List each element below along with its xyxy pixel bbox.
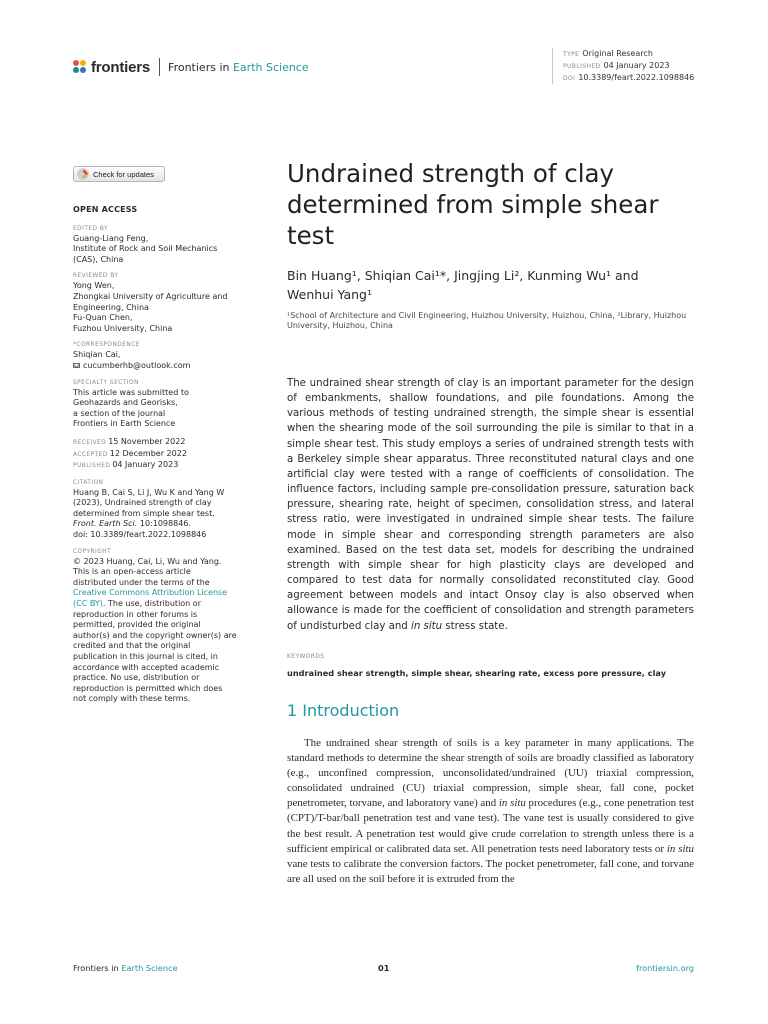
article-meta [552, 48, 694, 84]
article-sidebar [73, 205, 239, 705]
footer-journal[interactable]: Frontiers in Earth Science [73, 963, 178, 973]
reviewer-info: Yong Wen, Zhongkai University of Agriculture and Engineering, China Fu-Quan Chen, Fuzhou University, China [73, 281, 228, 333]
journal-name[interactable]: Frontiers in Earth Science [168, 60, 309, 74]
doi: DOI 10.3389/feart.2022.1098846 [563, 73, 695, 82]
copyright-label: COPYRIGHT [73, 548, 112, 555]
publisher-header [73, 58, 309, 76]
publish-date: PUBLISHED 04 January 2023 [563, 61, 670, 70]
edited-by-label: EDITED BY [73, 225, 109, 232]
check-for-updates-button[interactable]: Check for updates [73, 166, 165, 182]
brand-name[interactable]: frontiers [91, 58, 151, 76]
specialty-label: SPECIALTY SECTION [73, 379, 139, 386]
correspondence-label: *CORRESPONDENCE [73, 342, 140, 349]
author-list: Bin Huang¹, Shiqian Cai¹*, Jingjing Li², Kunming Wu¹ and Wenhui Yang¹ [287, 268, 639, 302]
page-number: 01 [378, 963, 390, 973]
citation-label: CITATION [73, 479, 104, 486]
correspondence-info: Shiqian Cai, cucumberhb@outlook.com [73, 350, 191, 370]
affiliations: ¹School of Architecture and Civil Engineering, Huizhou University, Huizhou, China, ²Library, Huizhou University, Huizhou, China [287, 311, 687, 331]
abstract: The undrained shear strength of clay is an important parameter for the design of embankments, shallow foundations, and pile foundations. Among the various methods of testing undrained strength, the simple shear is essential when the shearing mode of the soil surrounding the pile is similar to that in a simple shear test. This study employs a series of undrained strength tests with a Berkeley simple shear apparatus. Three reconstituted natural clays and one artificial clay were tested with a range of coefficients of consolidation. The influence factors, including sample pre-consolidation pressure, saturation back pressure, shearing rate, height of specimen, consolidation stress, and lateral stress ratio, were investigated in undrained simple shear tests. The failure mode in simple shear and corresponding strength parameters are also examined. Based on the test data set, models for describing the undrained strength with simple shear for high plasticity clays are developed and compared to test data for normally consolidated reconstituted clay. Good agreement between models and intact Onsoy clay is also observed when allowance is made for the coefficient of consolidation and strength parameters of undisturbed clay and in situ stress state. [287, 378, 694, 632]
intro-paragraph: The undrained shear strength of soils is a key parameter in many applications. The standard methods to determine the shear strength of soils are broadly classified as laboratory (e.g., unconfined compression, unconsolidated/undrained (UU) triaxial compression, consolidated undrained (CU) triaxial compression, simple shear, fall cone, pocket penetrometer, torvane, and laboratory vane) and in situ procedures (e.g., cone penetration test (CPT)/T-bar/ball penetration test and vane test). The vane test is usually considered to give the best result. A penetration test would give crude correlation to strength unless there is a sufficient empirical or calibrated data set. All penetration tests need laboratory tests or in situ vane tests to calibrate the conversion factors. The pocket penetrometer, fall cone, and torvane are all used on the soil before it is extruded from the [287, 737, 694, 885]
frontiers-logo-icon [73, 60, 88, 75]
copyright-info: © 2023 Huang, Cai, Li, Wu and Yang. This is an open-access article distributed under the terms of the Creative Commons Attribution License (CC BY). The use, distribution or reproduction in other forums is permitted, provided the original author(s) and the copyright owner(s) are credited and that the original publication in this journal is cited, in accordance with accepted academic practice. No use, distribution or reproduction is permitted which does not comply with these terms. [73, 557, 239, 705]
footer-site-link[interactable]: frontiersin.org [636, 963, 694, 973]
article-type: TYPE Original Research [563, 49, 653, 58]
reviewed-by-label: REVIEWED BY [73, 273, 119, 280]
header-divider [159, 58, 160, 76]
editor-info: Guang-Liang Feng, Institute of Rock and Soil Mechanics (CAS), China [73, 233, 218, 264]
citation-info: Huang B, Cai S, Li J, Wu K and Yang W (2023), Undrained strength of clay determined from simple shear test. Front. Earth Sci. 10:1098846. doi: 10.3389/feart.2022.1098846 [73, 487, 225, 540]
mail-icon [73, 363, 80, 368]
license-link[interactable]: Creative Commons Attribution License [73, 588, 228, 598]
keywords: undrained shear strength, simple shear, shearing rate, excess pore pressure, clay [287, 668, 667, 678]
article-title: Undrained strength of clay determined from simple shear test [287, 159, 659, 250]
specialty-info: This article was submitted to Geohazards and Georisks, a section of the journal Frontiers in Earth Science [73, 387, 189, 429]
section-heading: 1 Introduction [287, 701, 400, 720]
article-dates: RECEIVED 15 November 2022 ACCEPTED 12 December 2022 PUBLISHED 04 January 2023 [73, 436, 187, 470]
check-updates-icon [77, 168, 89, 180]
correspondence-email[interactable]: cucumberhb@outlook.com [83, 360, 191, 370]
cc-by-link[interactable]: (CC BY) [73, 599, 103, 609]
open-access-label: OPEN ACCESS [73, 205, 138, 214]
keywords-label: KEYWORDS [287, 654, 325, 660]
